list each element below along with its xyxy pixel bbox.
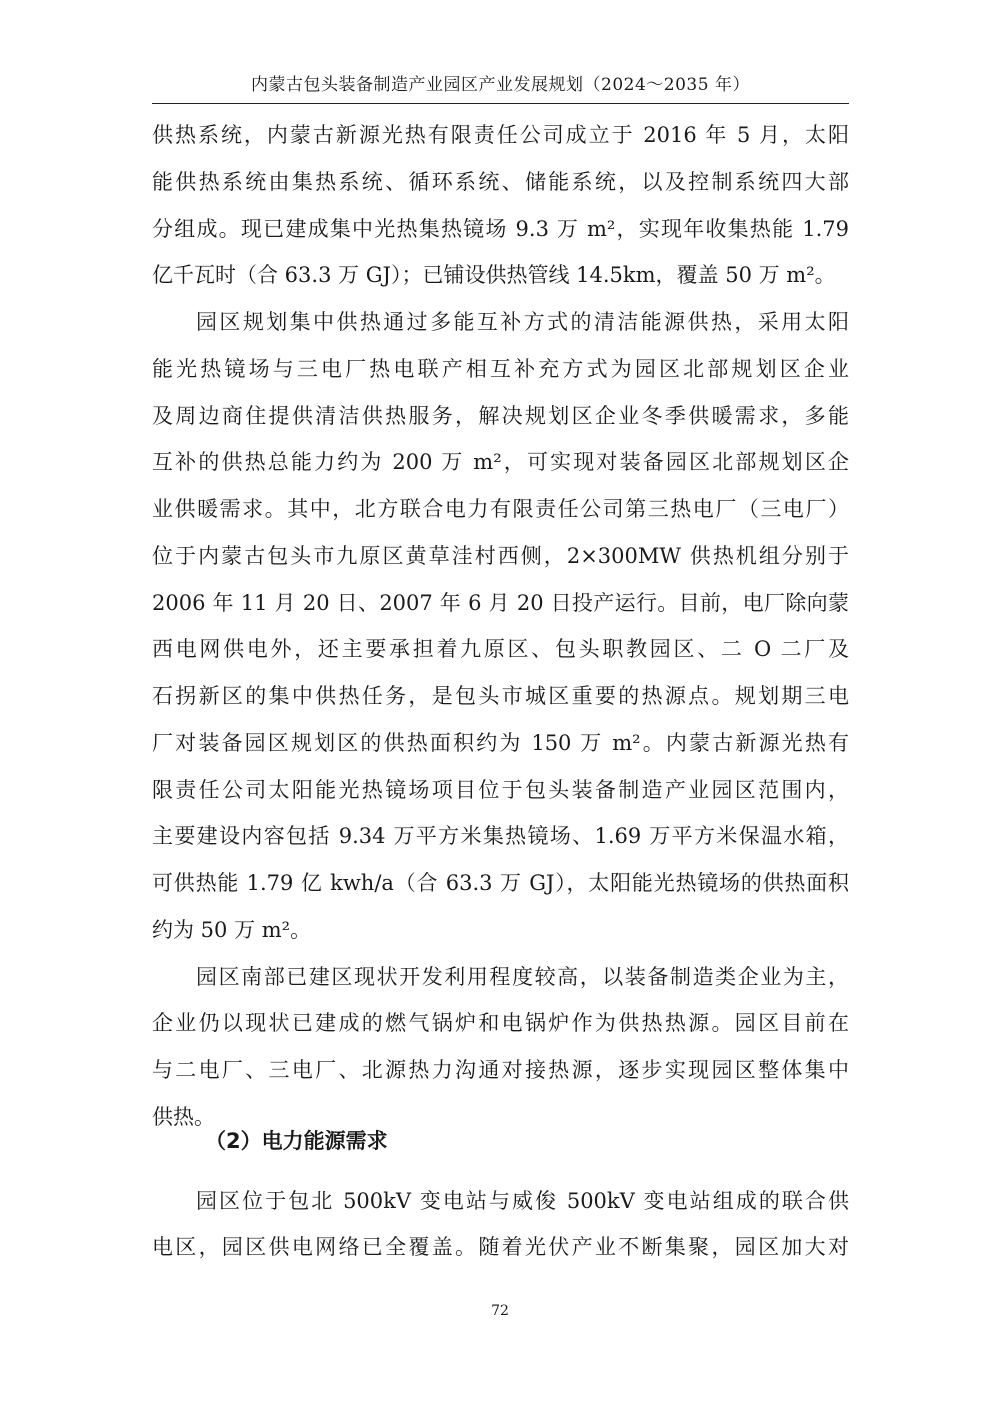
body-line: 限责任公司太阳能光热镜场项目位于包头装备制造产业园区范围内， — [152, 778, 849, 802]
body-line: 西电网供电外，还主要承担着九原区、包头职教园区、二 O 二厂及 — [152, 637, 849, 661]
body-line: 位于内蒙古包头市九原区黄草洼村西侧，2×300MW 供热机组分别于 — [152, 544, 849, 568]
body-line: 互补的供热总能力约为 200 万 m²，可实现对装备园区北部规划区企 — [152, 450, 849, 474]
body-line: 亿千瓦时（合 63.3 万 GJ）；已铺设供热管线 14.5km，覆盖 50 万 m²。 — [152, 263, 836, 287]
body-line: 园区规划集中供热通过多能互补方式的清洁能源供热，采用太阳 — [196, 310, 849, 334]
body-line: 可供热能 1.79 亿 kwh/a（合 63.3 万 GJ），太阳能光热镜场的供热面积 — [152, 871, 849, 895]
body-line: 约为 50 万 m²。 — [152, 918, 312, 942]
page-number: 72 — [491, 1303, 509, 1319]
body-line: 主要建设内容包括 9.34 万平方米集热镜场、1.69 万平方米保温水箱， — [152, 824, 849, 848]
body-line: 能供热系统由集热系统、循环系统、储能系统，以及控制系统四大部 — [152, 170, 849, 194]
body-line: 能光热镜场与三电厂热电联产相互补充方式为园区北部规划区企业 — [152, 357, 849, 381]
section-heading: （2）电力能源需求 — [205, 1129, 388, 1153]
header-divider — [152, 103, 849, 104]
body-line: 企业仍以现状已建成的燃气锅炉和电锅炉作为供热热源。园区目前在 — [152, 1011, 849, 1035]
body-line: 及周边商住提供清洁供热服务，解决规划区企业冬季供暖需求，多能 — [152, 404, 849, 428]
body-line: 供热系统，内蒙古新源光热有限责任公司成立于 2016 年 5 月，太阳 — [152, 123, 849, 147]
body-line: 供热。 — [152, 1105, 215, 1129]
running-header: 内蒙古包头装备制造产业园区产业发展规划（2024～2035 年） — [251, 75, 750, 95]
body-line: 电区，园区供电网络已全覆盖。随着光伏产业不断集聚，园区加大对 — [152, 1235, 849, 1259]
body-line: 石拐新区的集中供热任务，是包头市城区重要的热源点。规划期三电 — [152, 684, 849, 708]
body-line: 业供暖需求。其中，北方联合电力有限责任公司第三热电厂（三电厂） — [152, 497, 849, 521]
body-line: 厂对装备园区规划区的供热面积约为 150 万 m²。内蒙古新源光热有 — [152, 731, 849, 755]
body-line: 园区南部已建区现状开发利用程度较高，以装备制造类企业为主， — [196, 965, 849, 989]
body-line: 2006 年 11 月 20 日、2007 年 6 月 20 日投产运行。目前，电厂除向蒙 — [152, 591, 849, 615]
body-line: 与二电厂、三电厂、北源热力沟通对接热源，逐步实现园区整体集中 — [152, 1058, 849, 1082]
body-line: 园区位于包北 500kV 变电站与威俊 500kV 变电站组成的联合供 — [196, 1189, 849, 1213]
body-line: 分组成。现已建成集中光热集热镜场 9.3 万 m²，实现年收集热能 1.79 — [152, 217, 849, 241]
